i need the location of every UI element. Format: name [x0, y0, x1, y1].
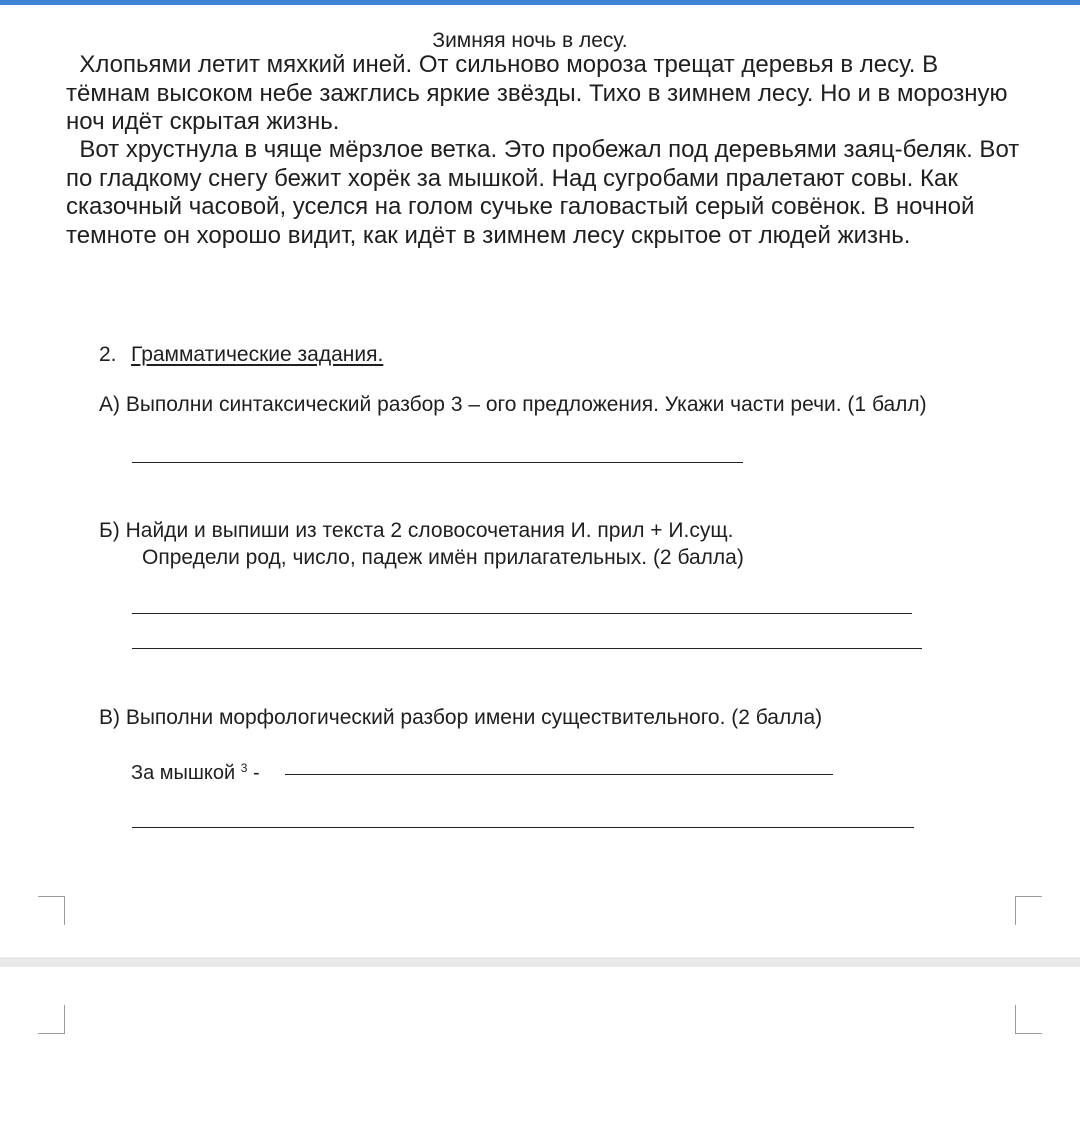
- task-v: В) Выполни морфологический разбор имени существительного. (2 балла): [99, 706, 823, 729]
- task-a: А) Выполни синтаксический разбор 3 – ого предложения. Укажи части речи. (1 балл): [99, 393, 927, 416]
- page-corner-mark-top-left: [38, 896, 65, 925]
- task-b-line1: Б) Найди и выпиши из текста 2 словосочетания И. прил + И.сущ.: [99, 519, 734, 542]
- answer-line-v2: [132, 827, 914, 828]
- section-heading: [99, 341, 383, 369]
- task-v-word-superscript: 3: [240, 761, 248, 775]
- answer-line-v1: [285, 774, 833, 775]
- paragraph-1: Хлопьями летит мяхкий иней. От сильново мороза трещат деревья в лесу. В тёмнам высоком небе зажглись яркие звёзды. Тихо в зимнем лесу. Но и в морозную ноч идёт скрытая жизнь.: [66, 51, 1008, 135]
- answer-line-b1: [132, 613, 912, 614]
- page-corner-mark-top-right: [1015, 896, 1042, 925]
- page-corner-mark-bottom-left: [38, 1005, 65, 1034]
- next-page: [0, 967, 1080, 1133]
- task-v-dash: -: [253, 762, 260, 784]
- paragraph-2: Вот хрустнула в чяще мёрзлое ветка. Это пробежал под деревьями заяц-беляк. Вот по гладкому снегу бежит хорёк за мышкой. Над сугробами пралетают совы. Как сказочный часовой, уселся на голом сучьке галовастый серый совёнок. В ночной темноте он хорошо видит, как идёт в зимнем лесу скрытое от людей жизнь.: [66, 136, 1020, 249]
- task-v-word: [131, 755, 260, 786]
- page-corner-mark-bottom-right: [1015, 1005, 1042, 1034]
- section-title: Грамматические задания.: [131, 343, 384, 366]
- answer-line-a: [132, 462, 743, 463]
- task-b: [99, 517, 1039, 571]
- document-title: Зимняя ночь в лесу.: [432, 29, 628, 52]
- page-separator: [0, 957, 1080, 967]
- answer-line-b2: [132, 648, 922, 649]
- document-page: [0, 5, 1080, 957]
- task-b-line2: Определи род, число, падеж имён прилагательных. (2 балла): [142, 546, 744, 569]
- section-number: 2.: [99, 343, 117, 366]
- task-v-word-text: За мышкой: [131, 762, 236, 784]
